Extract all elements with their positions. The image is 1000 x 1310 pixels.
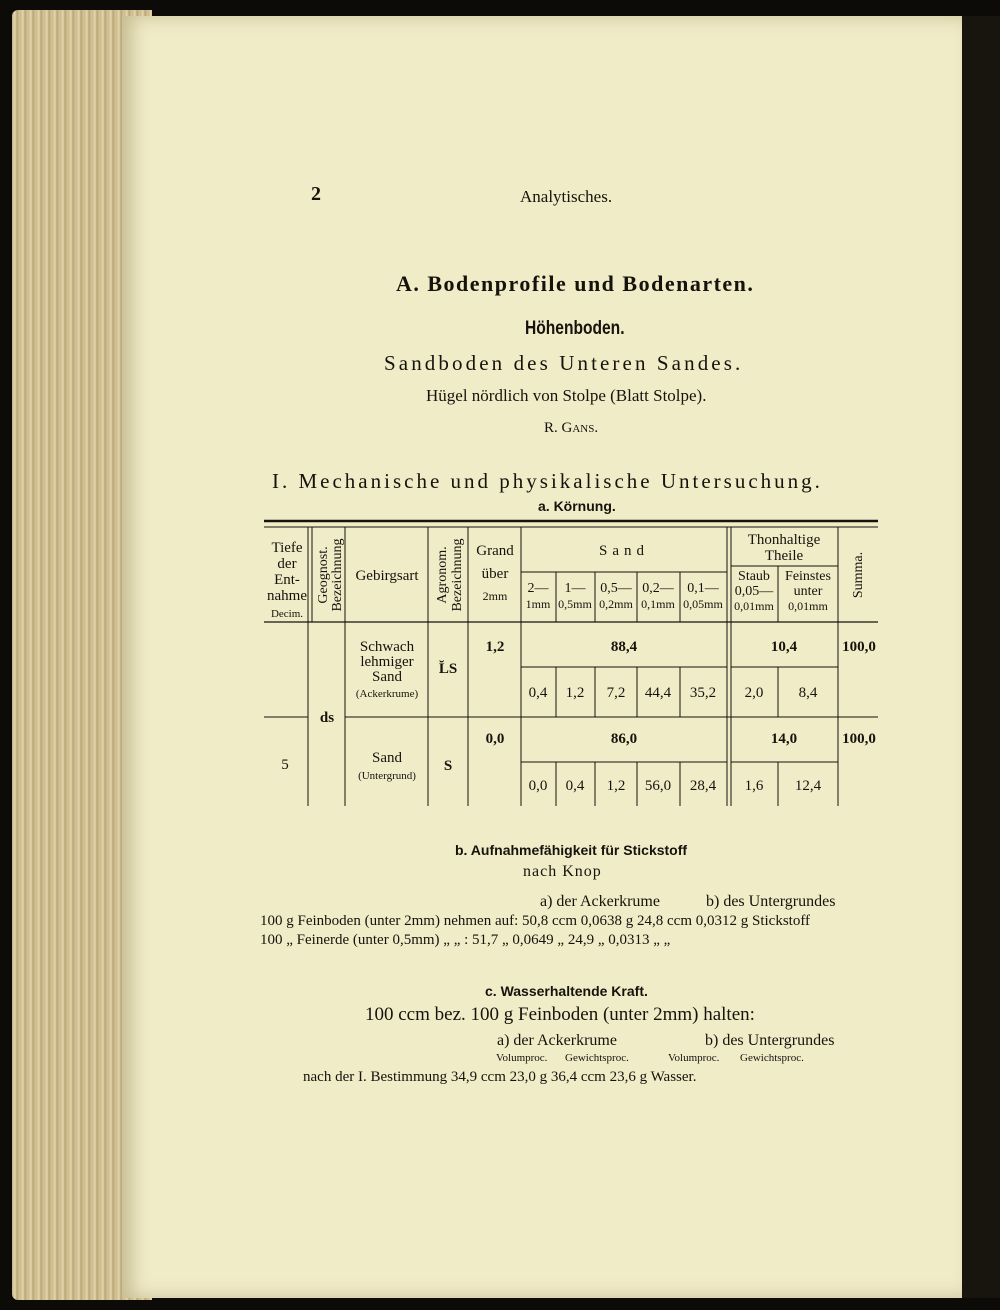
hdr-feinstes-1: Feinstes: [785, 569, 831, 584]
r1-agronom: L̆S: [438, 661, 458, 677]
hdr-sand-c1-b: 1mm: [525, 597, 551, 611]
hdr-sand-c5-a: 0,1—: [687, 581, 719, 596]
r1-gebirgsart-4: (Ackerkrume): [355, 688, 419, 700]
r2-sand-1: 0,0: [528, 778, 548, 794]
r1-staub: 2,0: [744, 685, 764, 701]
hdr-staub-2: 0,05—: [734, 584, 774, 599]
hdr-sand-c1-a: 2—: [527, 581, 549, 596]
hdr-staub-3: 0,01mm: [734, 599, 774, 613]
r1-feinstes: 8,4: [798, 685, 818, 701]
r1-gebirgsart-3: Sand: [372, 669, 402, 685]
hdr-geognost-2: Bezeichnung: [330, 538, 345, 612]
unit-2: Gewichtsproc.: [565, 1052, 629, 1064]
r1-grand: 1,2: [485, 639, 505, 655]
sub-heading-b: b. Aufnahmefähigkeit für Stickstoff: [455, 842, 688, 858]
hdr-staub-1: Staub: [738, 569, 770, 584]
r2-sand-2: 0,4: [565, 778, 585, 794]
hdr-tiefe-4: nahme: [267, 588, 307, 604]
r2-sand-3: 1,2: [606, 778, 626, 794]
water-line: nach der I. Bestimmung 34,9 ccm 23,0 g 36,4 ccm 23,6 g Wasser.: [303, 1069, 697, 1085]
running-title: Analytisches.: [520, 187, 613, 206]
hdr-thon-2: Theile: [764, 548, 804, 564]
unit-3: Volumproc.: [668, 1052, 720, 1064]
hdr-gebirgsart: Gebirgsart: [355, 568, 419, 584]
r1-sand-4: 44,4: [644, 685, 672, 701]
hdr-tiefe-2: der: [277, 556, 297, 572]
geognost-value: ds: [319, 710, 335, 726]
hdr-sand-c5-b: 0,05mm: [683, 597, 723, 611]
hdr-sand-c2-b: 0,5mm: [558, 597, 592, 611]
hdr-tiefe-3: Ent-: [274, 572, 300, 588]
r1-thon-total: 10,4: [770, 639, 798, 655]
hdr-summa: Summa.: [851, 551, 866, 599]
r1-summa: 100,0: [842, 639, 876, 655]
r2-sand-4: 56,0: [644, 778, 672, 794]
page-number: 2: [311, 183, 321, 205]
hdr-decim: Decim.: [270, 608, 304, 620]
heading: Höhenboden.: [525, 318, 625, 339]
hdr-feinstes-2: unter: [793, 584, 823, 599]
hdr-sand-c3-a: 0,5—: [600, 581, 632, 596]
unit-1: Volumproc.: [496, 1052, 548, 1064]
hdr-thon-1: Thonhaltige: [747, 532, 821, 548]
water-intro: 100 ccm bez. 100 g Feinboden (unter 2mm) halten:: [365, 1004, 755, 1025]
r1-sand-2: 1,2: [565, 685, 585, 701]
section-title: A. Bodenprofile und Bodenarten.: [396, 271, 755, 296]
sub-heading-c: c. Wasserhaltende Kraft.: [485, 983, 648, 999]
subtitle: Sandboden des Unteren Sandes.: [384, 351, 744, 375]
hdr-grand-1: Grand: [476, 543, 514, 559]
stickstoff-line-1: 100 g Feinboden (unter 2mm) nehmen auf: 50,8 ccm 0,0638 g 24,8 ccm 0,0312 g Stickstoff: [260, 913, 811, 929]
col-a-label-c: a) der Ackerkrume: [497, 1032, 617, 1049]
r2-feinstes: 12,4: [794, 778, 822, 794]
sub-heading-a: a. Körnung.: [538, 498, 616, 514]
location-line: Hügel nördlich von Stolpe (Blatt Stolpe).: [426, 386, 707, 405]
method-line: nach Knop: [523, 863, 602, 880]
hdr-grand-3: 2mm: [482, 589, 508, 603]
r2-sand-total: 86,0: [610, 731, 638, 747]
r1-sand-1: 0,4: [528, 685, 548, 701]
hdr-tiefe-1: Tiefe: [271, 540, 303, 556]
r1-sand-3: 7,2: [606, 685, 626, 701]
hdr-sand-c4-b: 0,1mm: [641, 597, 675, 611]
col-a-label-b: a) der Ackerkrume: [540, 893, 660, 910]
hdr-sand-c2-a: 1—: [564, 581, 586, 596]
r1-gebirgsart-2: lehmiger: [360, 654, 414, 670]
hdr-agronom-1: Agronom.: [435, 546, 450, 604]
r2-gebirgsart-2: (Untergrund): [358, 770, 416, 782]
hdr-sand-c3-b: 0,2mm: [599, 597, 633, 611]
r2-thon-total: 14,0: [770, 731, 798, 747]
col-b-label-c: b) des Untergrundes: [705, 1032, 835, 1049]
r1-gebirgsart-1: Schwach: [359, 639, 415, 655]
col-b-label-b: b) des Untergrundes: [706, 893, 836, 910]
r2-sand-5: 28,4: [689, 778, 717, 794]
r2-agronom: S: [443, 758, 453, 774]
r1-sand-total: 88,4: [610, 639, 638, 655]
r2-gebirgsart-1: Sand: [372, 750, 402, 766]
hdr-agronom-2: Bezeichnung: [450, 538, 465, 612]
unit-4: Gewichtsproc.: [740, 1052, 804, 1064]
r1-sand-5: 35,2: [689, 685, 717, 701]
hdr-feinstes-3: 0,01mm: [788, 599, 828, 613]
hdr-geognost-1: Geognost.: [316, 546, 331, 604]
part-heading: I. Mechanische und physikalische Untersuchung.: [272, 469, 823, 493]
stickstoff-line-2: 100 „ Feinerde (unter 0,5mm) „ „ : 51,7 „ 0,0649 „ 24,9 „ 0,0313 „ „: [260, 932, 671, 948]
hdr-sand: Sand: [599, 543, 649, 559]
r2-summa: 100,0: [842, 731, 876, 747]
hdr-sand-c4-a: 0,2—: [642, 581, 674, 596]
r2-grand: 0,0: [485, 731, 505, 747]
r2-staub: 1,6: [744, 778, 764, 794]
tiefe-value: 5: [281, 757, 289, 773]
hdr-grand-2: über: [481, 566, 509, 582]
author: R. Gans.: [544, 420, 599, 436]
